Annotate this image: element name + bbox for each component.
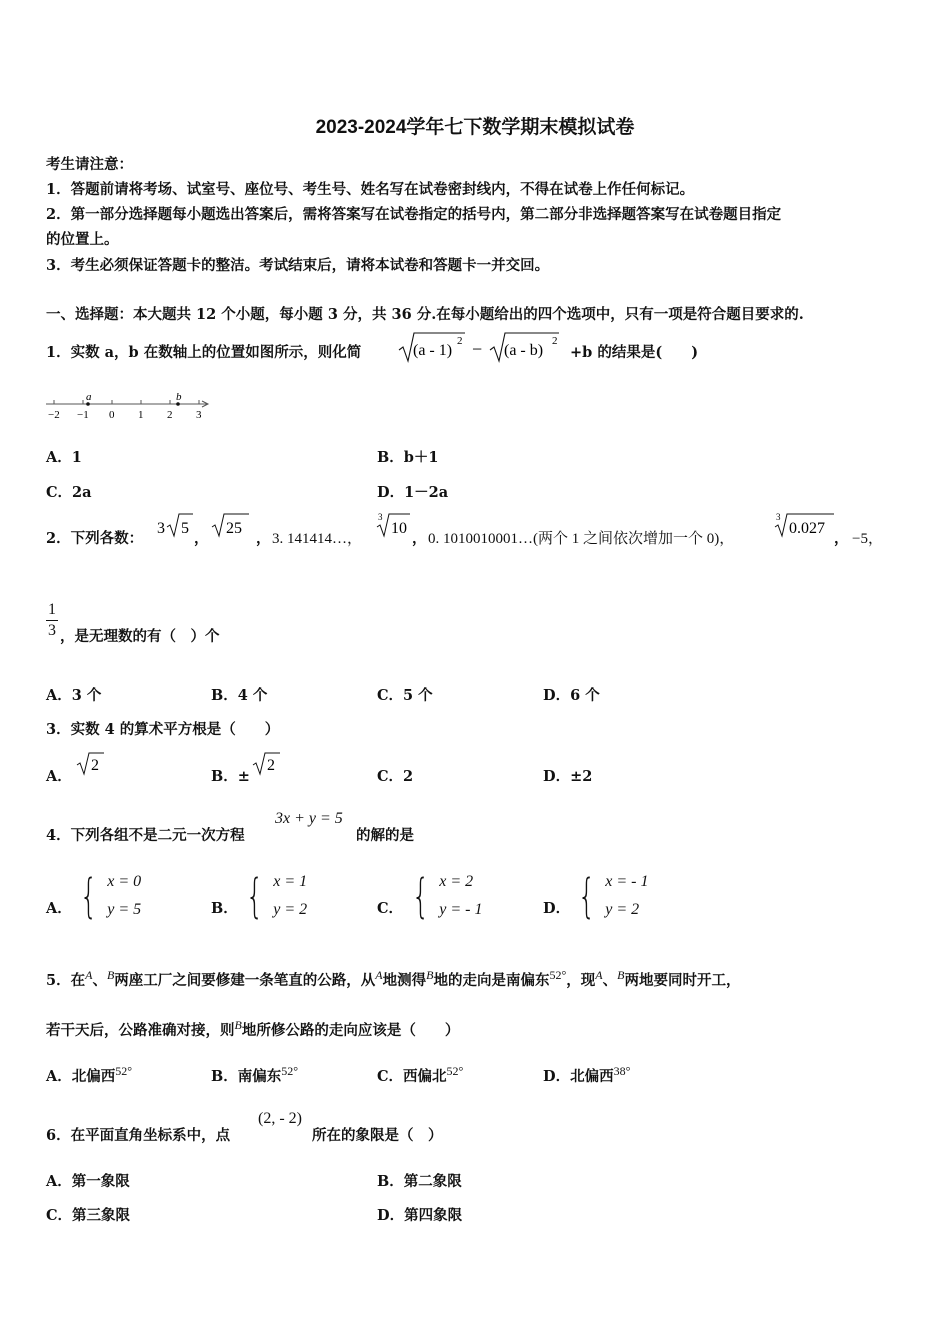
tick-label: −1 bbox=[77, 409, 89, 421]
expr-a-minus-1: (a - 1) bbox=[413, 342, 453, 359]
comma: ， bbox=[256, 530, 271, 547]
svg-text:5: 5 bbox=[181, 520, 189, 537]
option-c[interactable]: C．第三象限 bbox=[46, 1207, 131, 1224]
sqrt-2 bbox=[76, 750, 106, 778]
comma: ， bbox=[194, 530, 209, 547]
sqrt-2 bbox=[252, 750, 282, 778]
option-a[interactable]: A．1 bbox=[46, 449, 82, 466]
left-brace: { bbox=[245, 869, 264, 923]
option-c[interactable]: C．西偏北$^{52^\circ}$ bbox=[377, 1064, 464, 1085]
svg-text:0.027: 0.027 bbox=[789, 520, 825, 537]
left-brace: { bbox=[411, 869, 430, 923]
option-d[interactable]: D．±2 bbox=[543, 768, 593, 785]
option-b[interactable]: B．第二象限 bbox=[377, 1173, 462, 1190]
option-b[interactable]: B．南偏东$^{52^\circ}$ bbox=[211, 1064, 299, 1085]
notice-item: 2．第一部分选择题每小题选出答案后，需将答案写在试卷指定的括号内，第二部分非选择题答案写在试卷题目指定 bbox=[46, 206, 782, 223]
notice-item: 的位置上。 bbox=[46, 231, 119, 248]
question-2-prefix: 2．下列各数： bbox=[46, 530, 144, 547]
tick-label: −2 bbox=[48, 409, 60, 421]
equation: 3x + y = 5 bbox=[275, 810, 343, 827]
exponent: 2 bbox=[552, 335, 558, 347]
exponent: 2 bbox=[457, 335, 463, 347]
page-title: 2023-2024学年七下数学期末模拟试卷 bbox=[315, 117, 635, 138]
comma: ， bbox=[834, 530, 849, 547]
svg-text:3: 3 bbox=[378, 512, 383, 522]
question-6-suffix: 所在的象限是（ ） bbox=[312, 1127, 443, 1144]
notice-item: 1．答题前请将考场、试室号、座位号、考生号、姓名写在试卷密封线内，不得在试卷上作任何标记。 bbox=[46, 181, 695, 198]
option-d[interactable]: D．6 个 bbox=[543, 687, 600, 704]
point-coordinates: (2, - 2) bbox=[258, 1110, 302, 1127]
number-0-1010010001: 0. 1010010001…(两个 1 之间依次增加一个 0)， bbox=[428, 531, 735, 547]
question-3-stem: 3．实数 4 的算术平方根是（ ） bbox=[46, 721, 280, 738]
option-c-letter[interactable]: C． bbox=[377, 900, 404, 917]
svg-text:2: 2 bbox=[91, 757, 99, 774]
notice-heading: 考生请注意： bbox=[46, 156, 133, 173]
option-a[interactable]: A．北偏西$^{52^\circ}$ bbox=[46, 1064, 133, 1085]
svg-text:3: 3 bbox=[776, 512, 781, 522]
option-c[interactable]: C．2a bbox=[46, 484, 92, 501]
tick-label: 3 bbox=[196, 409, 202, 421]
option-a-letter[interactable]: A． bbox=[46, 900, 72, 917]
option-c[interactable]: C．2 bbox=[377, 768, 414, 785]
option-b-letter[interactable]: B． bbox=[211, 900, 238, 917]
option-d[interactable]: D．北偏西$^{38^\circ}$ bbox=[543, 1064, 631, 1085]
left-brace: { bbox=[577, 869, 596, 923]
point-a-label: a bbox=[86, 392, 92, 403]
question-4-suffix: 的解的是 bbox=[356, 827, 414, 844]
option-b-system[interactable]: { x = 1 y = 2 bbox=[245, 869, 308, 923]
question-5-line2: 若干天后，公路准确对接，则$^B$地所修公路的走向应该是（ ） bbox=[46, 1018, 460, 1039]
question-1-prefix: 1．实数 a，b 在数轴上的位置如图所示，则化简 bbox=[46, 344, 362, 361]
number-cbrt0-027 bbox=[774, 511, 836, 541]
tick-label: 2 bbox=[167, 409, 173, 421]
svg-text:2: 2 bbox=[267, 757, 275, 774]
section-heading: 一、选择题：本大题共 12 个小题，每小题 3 分，共 36 分.在每小题给出的四个选项中，只有一项是符合题目要求的. bbox=[46, 306, 804, 323]
number-3-sqrt5 bbox=[156, 511, 196, 541]
option-a[interactable]: A． bbox=[46, 768, 72, 785]
fraction-one-third: $\frac{1}{3}$ bbox=[48, 601, 56, 639]
expr-a-minus-b: (a - b) bbox=[504, 342, 544, 359]
question-1-suffix: +b 的结果是( ) bbox=[570, 344, 699, 361]
option-a[interactable]: A．第一象限 bbox=[46, 1173, 130, 1190]
option-c[interactable]: C．5 个 bbox=[377, 687, 433, 704]
option-b[interactable]: B．b＋1 bbox=[377, 449, 439, 466]
option-b[interactable]: B．± bbox=[211, 768, 250, 785]
tick-label: 1 bbox=[138, 409, 144, 421]
tick-label: 0 bbox=[109, 409, 115, 421]
notice-item: 3．考生必须保证答题卡的整洁。考试结束后，请将本试卷和答题卡一并交回。 bbox=[46, 257, 550, 274]
option-b[interactable]: B．4 个 bbox=[211, 687, 268, 704]
question-2-suffix: ，是无理数的有（ ）个 bbox=[60, 628, 220, 645]
point-b-label: b bbox=[176, 392, 182, 403]
question-5-line1: 5．在$^A$、$^B$两座工厂之间要修建一条笔直的公路，从$^A$地测得$^B$地的走向是南偏东$^{52^\circ}$，现$^A$、$^B$两地要同时开工， bbox=[46, 968, 741, 989]
number-cbrt10 bbox=[376, 511, 412, 541]
option-d[interactable]: D．1－2a bbox=[377, 484, 449, 501]
question-6-prefix: 6．在平面直角坐标系中，点 bbox=[46, 1127, 231, 1144]
option-d[interactable]: D．第四象限 bbox=[377, 1207, 463, 1224]
minus-sign: − bbox=[472, 339, 483, 359]
svg-text:25: 25 bbox=[226, 520, 242, 537]
option-c-system[interactable]: { x = 2 y = - 1 bbox=[411, 869, 483, 923]
number-3-141414: 3. 141414…， bbox=[272, 531, 363, 547]
option-d-letter[interactable]: D． bbox=[543, 900, 571, 917]
number-line-figure bbox=[44, 392, 214, 422]
comma: ， bbox=[412, 530, 427, 547]
question-4-prefix: 4．下列各组不是二元一次方程 bbox=[46, 827, 245, 844]
option-a-system[interactable]: { x = 0 y = 5 bbox=[79, 869, 142, 923]
left-brace: { bbox=[79, 869, 98, 923]
number-minus-5: −5， bbox=[852, 531, 883, 547]
number-sqrt25 bbox=[211, 511, 251, 541]
option-d-system[interactable]: { x = - 1 y = 2 bbox=[577, 869, 649, 923]
svg-text:3: 3 bbox=[157, 520, 165, 537]
option-a[interactable]: A．3 个 bbox=[46, 687, 102, 704]
svg-text:10: 10 bbox=[391, 520, 407, 537]
